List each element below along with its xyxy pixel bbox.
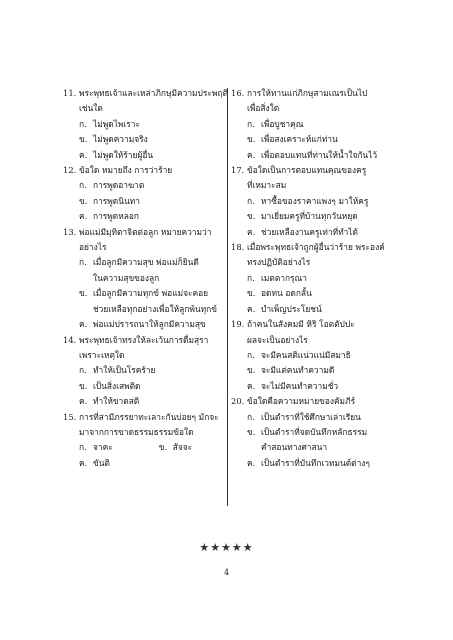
answer-option (63, 178, 228, 193)
option-text: เป็นตำราที่ใช้ศึกษาเล่าเรียน (261, 411, 361, 422)
question-text: เมื่อพระพุทธเจ้าถูกผู้อื่นว่าร้าย พระองค์ (247, 242, 385, 253)
question-text: มาจากการขาดธรรมธรรมข้อใด (79, 426, 194, 437)
question-12 (63, 163, 228, 225)
option-label: ข. (247, 211, 256, 222)
question-text: ข้อใด หมายถึง การว่าร้าย (79, 165, 173, 176)
answer-option (231, 194, 401, 209)
option-text: เพื่อบูชาคุณ (261, 118, 304, 129)
answer-option (63, 394, 228, 409)
answer-option (63, 255, 228, 270)
question-number: 15. (63, 411, 77, 422)
answer-option (231, 209, 401, 224)
answer-option (231, 379, 401, 394)
question-text: อย่างไร (79, 242, 107, 253)
option-text: เมื่อลูกมีความสุข พ่อแม่ก็ยินดี (93, 257, 199, 268)
option-text: เป็นตำราที่จดบันทึกหลักธรรม (261, 426, 368, 437)
right-question-column (231, 86, 401, 471)
question-text: ข้อใดคือความหมายของคัมภีร์ (247, 396, 356, 407)
answer-option (231, 410, 401, 425)
question-text: ผลจะเป็นอย่างไร (247, 334, 308, 345)
option-label: ก. (247, 118, 255, 129)
answer-option (231, 271, 401, 286)
option-text: จะไม่มีคนทำความชั่ว (261, 380, 339, 391)
question-number: 13. (63, 226, 77, 237)
question-text: ที่เหมาะสม (247, 180, 287, 191)
option-label: ข. (247, 134, 256, 145)
question-17 (231, 163, 401, 240)
question-number: 17. (231, 165, 245, 176)
option-text: เมื่อลูกมีความทุกข์ พ่อแม่จะคอย (93, 288, 209, 299)
option-label: ข. (247, 288, 256, 299)
option-text: ไม่พูดไพเราะ (93, 118, 140, 129)
option-label: ข. (158, 442, 168, 453)
answer-option (63, 379, 228, 394)
question-15 (63, 410, 228, 472)
answer-option (231, 286, 401, 301)
answer-option (231, 302, 401, 317)
column-divider (227, 88, 228, 506)
option-text: ทำให้ขาดสติ (93, 396, 140, 407)
option-text: จาคะ (93, 442, 113, 453)
option-text: ไม่พูดให้ร้ายผู้อื่น (93, 149, 154, 160)
option-text: การพูดอาฆาต (93, 180, 145, 191)
question-number: 11. (63, 88, 77, 98)
option-text: เป็นสิ่งเสพติด (93, 380, 141, 391)
option-label: ก. (247, 411, 255, 422)
option-text: เป็นตำราที่บันทึกเวทมนต์ต่างๆ (261, 457, 370, 468)
question-text: พ่อแม่มีมุทิตาจิตต่อลูก หมายความว่า (79, 226, 212, 237)
question-text: เช่นใด (79, 103, 103, 114)
option-text: คำสอนทางศาสนา (261, 442, 328, 453)
question-number: 20. (231, 396, 245, 407)
answer-option (231, 148, 401, 163)
question-20 (231, 394, 401, 471)
option-text: จะมีคนสติแน่วแน่มีสมาธิ (261, 349, 351, 360)
option-label: ค. (79, 149, 88, 160)
answer-option (63, 363, 228, 378)
answer-option (63, 194, 228, 209)
option-text: ขันติ (93, 457, 110, 468)
answer-option (231, 117, 401, 132)
option-text: อดทน อดกลั้น (261, 288, 312, 299)
option-text: พ่อแม่ปรารถนาให้ลูกมีความสุข (93, 319, 206, 330)
option-label: ค. (247, 226, 256, 237)
option-label: ก. (79, 180, 87, 191)
option-text: การพูดนินทา (93, 195, 140, 206)
option-text: หาซื้อของราคาแพงๆ มาให้ครู (261, 195, 369, 206)
question-13 (63, 225, 228, 333)
question-number: 18. (231, 242, 245, 253)
option-label: ข. (247, 426, 256, 437)
option-label: ข. (247, 365, 256, 376)
answer-option (63, 148, 228, 163)
option-label: ค. (79, 211, 88, 222)
option-label: ก. (79, 442, 87, 453)
option-text: ไม่พูดความจริง (93, 134, 148, 145)
option-label: ก. (79, 118, 87, 129)
option-text: ช่วยเหลือทุกอย่างเพื่อให้ลูกพ้นทุกข์ (93, 303, 217, 314)
page-number: 4 (223, 568, 230, 577)
answer-option (63, 132, 228, 147)
option-label: ข. (79, 288, 88, 299)
answer-option-row (63, 440, 228, 455)
option-text: สัจจะ (172, 442, 193, 453)
question-number: 16. (231, 88, 245, 98)
question-text: พระพุทธเจ้าและเหล่าภิกษุมีความประพฤติ (79, 88, 228, 98)
question-number: 14. (63, 334, 77, 345)
answer-option (231, 348, 401, 363)
question-text: ถ้าคนในสังคมมี หิริ โอตตัปปะ (247, 319, 355, 330)
question-18 (231, 240, 401, 317)
question-number: 12. (63, 165, 77, 176)
option-text: มาเยี่ยมครูที่บ้านทุกวันหยุด (261, 211, 358, 222)
answer-option (231, 225, 401, 240)
question-text: เพื่อสิ่งใด (247, 103, 280, 114)
option-label: ค. (247, 303, 256, 314)
answer-option (231, 425, 401, 440)
option-label: ก. (79, 365, 87, 376)
question-19 (231, 317, 401, 394)
answer-option (63, 117, 228, 132)
option-label: ข. (79, 134, 88, 145)
question-text: ทรงปฏิบัติอย่างไร (247, 257, 311, 268)
star-divider: ★★★★★ (199, 541, 254, 554)
option-label: ค. (79, 319, 88, 330)
option-label: ก. (247, 349, 255, 360)
option-label: ค. (79, 457, 88, 468)
option-label: ค. (247, 380, 256, 391)
option-label: ค. (247, 149, 256, 160)
answer-option (231, 456, 401, 471)
option-text: บำเพ็ญประโยชน์ (261, 303, 322, 314)
answer-option (63, 286, 228, 301)
question-text: พระพุทธเจ้าทรงให้ละเว้นการดื่มสุรา (79, 334, 209, 345)
option-text: จะมีแต่คนทำความดี (261, 365, 335, 376)
option-text: เพื่อตอบแทนที่ท่านให้น้ำใจกันไว้ (261, 149, 378, 160)
option-text: ในความสุขของลูก (93, 272, 160, 283)
question-text: เพราะเหตุใด (79, 349, 125, 360)
answer-option (63, 209, 228, 224)
left-question-column (63, 86, 228, 471)
option-text: เมตตากรุณา (261, 272, 308, 283)
option-label: ข. (79, 380, 88, 391)
question-16 (231, 86, 401, 163)
option-text: เพื่อสงเคราะห์แก่ท่าน (261, 134, 338, 145)
answer-option (63, 456, 228, 471)
option-label: ก. (247, 272, 255, 283)
option-text: ทำให้เป็นโรคร้าย (93, 365, 156, 376)
answer-option (231, 132, 401, 147)
question-text: การที่สามีภรรยาทะเลาะกันบ่อยๆ มักจะ (79, 411, 219, 422)
option-label: ข. (79, 195, 88, 206)
question-text: การให้ทานแก่ภิกษุสามเณรเป็นไป (247, 88, 368, 98)
option-text: การพูดหลอก (93, 211, 139, 222)
option-label: ก. (79, 257, 87, 268)
answer-option (231, 363, 401, 378)
answer-option (63, 317, 228, 332)
option-label: ก. (247, 195, 255, 206)
option-text: ช่วยเหลืองานครูเท่าที่ทำได้ (261, 226, 358, 237)
option-label: ค. (79, 396, 88, 407)
question-14 (63, 333, 228, 410)
question-text: ข้อใดเป็นการตอบแทนคุณของครู (247, 165, 367, 176)
option-label: ค. (247, 457, 256, 468)
question-11 (63, 86, 228, 163)
question-number: 19. (231, 319, 245, 330)
